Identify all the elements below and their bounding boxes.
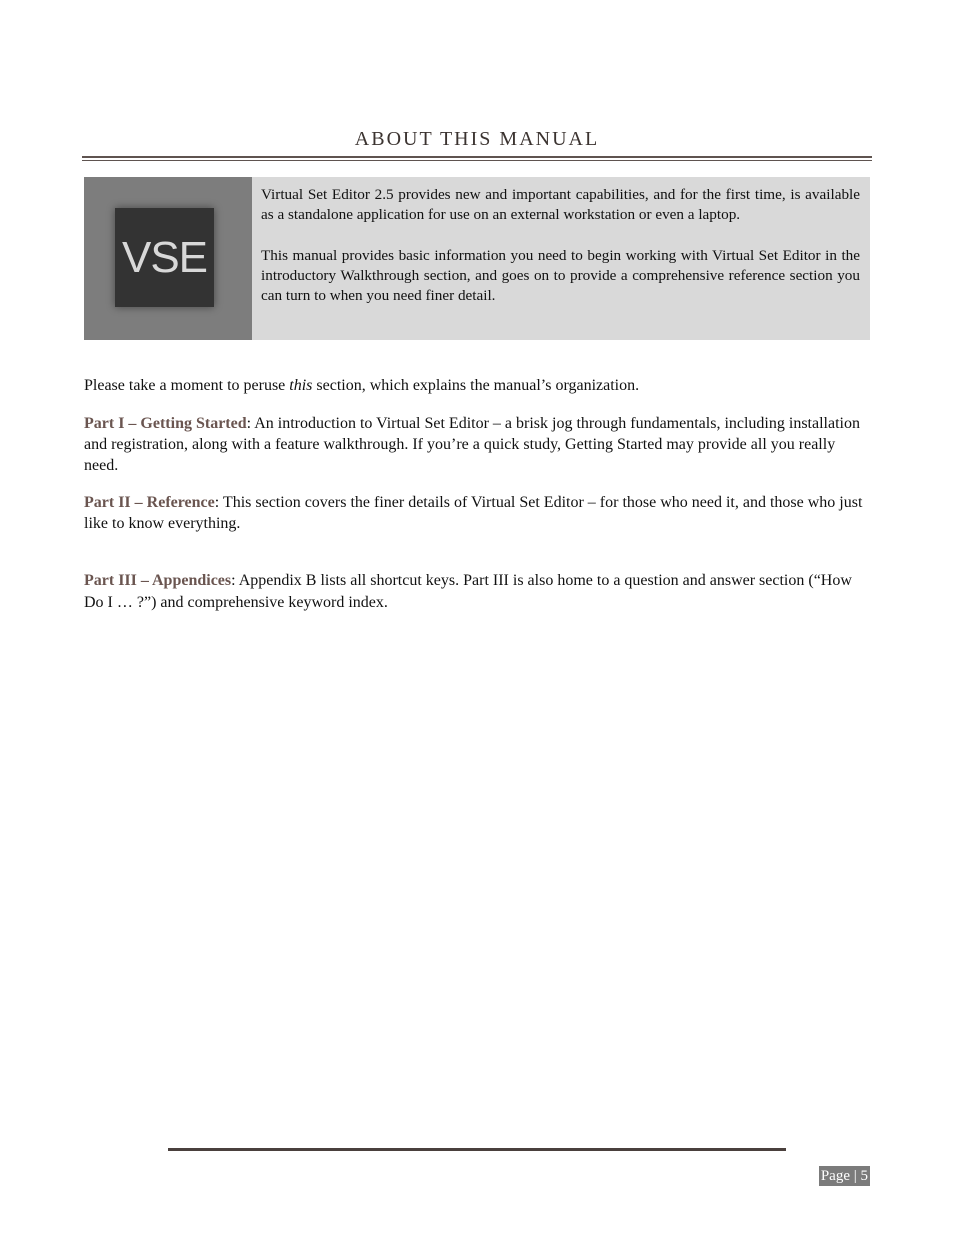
part-2-paragraph <box>84 492 870 534</box>
page-title: ABOUT THIS MANUAL <box>354 128 600 150</box>
peruse-paragraph <box>84 375 870 396</box>
part-1-text: : An introduction to Virtual Set Editor – a brisk jog through fundamentals, including installation and registration, along with a feature walkthrough. If you’re a quick study, Getting Started may provide all you really need. <box>84 415 860 474</box>
vse-logo-icon <box>115 208 214 307</box>
title-double-rule <box>82 156 872 161</box>
part-1-heading: Part I – Getting Started <box>84 415 247 432</box>
part-2-text: : This section covers the finer details of Virtual Set Editor – for those who need it, and those who just like to know everything. <box>84 494 863 532</box>
peruse-emphasis: this <box>289 377 313 394</box>
part-3-paragraph <box>84 570 870 614</box>
logo-panel <box>84 177 252 340</box>
logo-text: VSE <box>121 232 208 282</box>
page-number: Page | 5 <box>820 1168 868 1184</box>
footer-rule <box>168 1148 786 1151</box>
peruse-text-after: section, which explains the manual’s organization. <box>312 377 640 394</box>
part-3-text: : Appendix B lists all shortcut keys. Part III is also home to a question and answer section (“How Do I … ?”) and comprehensive keyword index. <box>84 572 852 611</box>
intro-paragraph-2: This manual provides basic information you need to begin working with Virtual Set Editor in the introductory Walkthrough section, and goes on to provide a comprehensive reference section you can turn to when you need finer detail. <box>261 246 860 305</box>
intro-paragraph-1: Virtual Set Editor 2.5 provides new and important capabilities, and for the first time, is available as a standalone application for use on an external workstation or even a laptop. <box>261 186 860 224</box>
peruse-text-before: Please take a moment to peruse <box>84 377 290 394</box>
intro-box <box>84 177 870 340</box>
part-1-paragraph <box>84 413 870 476</box>
intro-text <box>252 177 870 340</box>
part-3-heading: Part III – Appendices <box>84 572 232 589</box>
part-2-heading: Part II – Reference <box>84 494 215 511</box>
